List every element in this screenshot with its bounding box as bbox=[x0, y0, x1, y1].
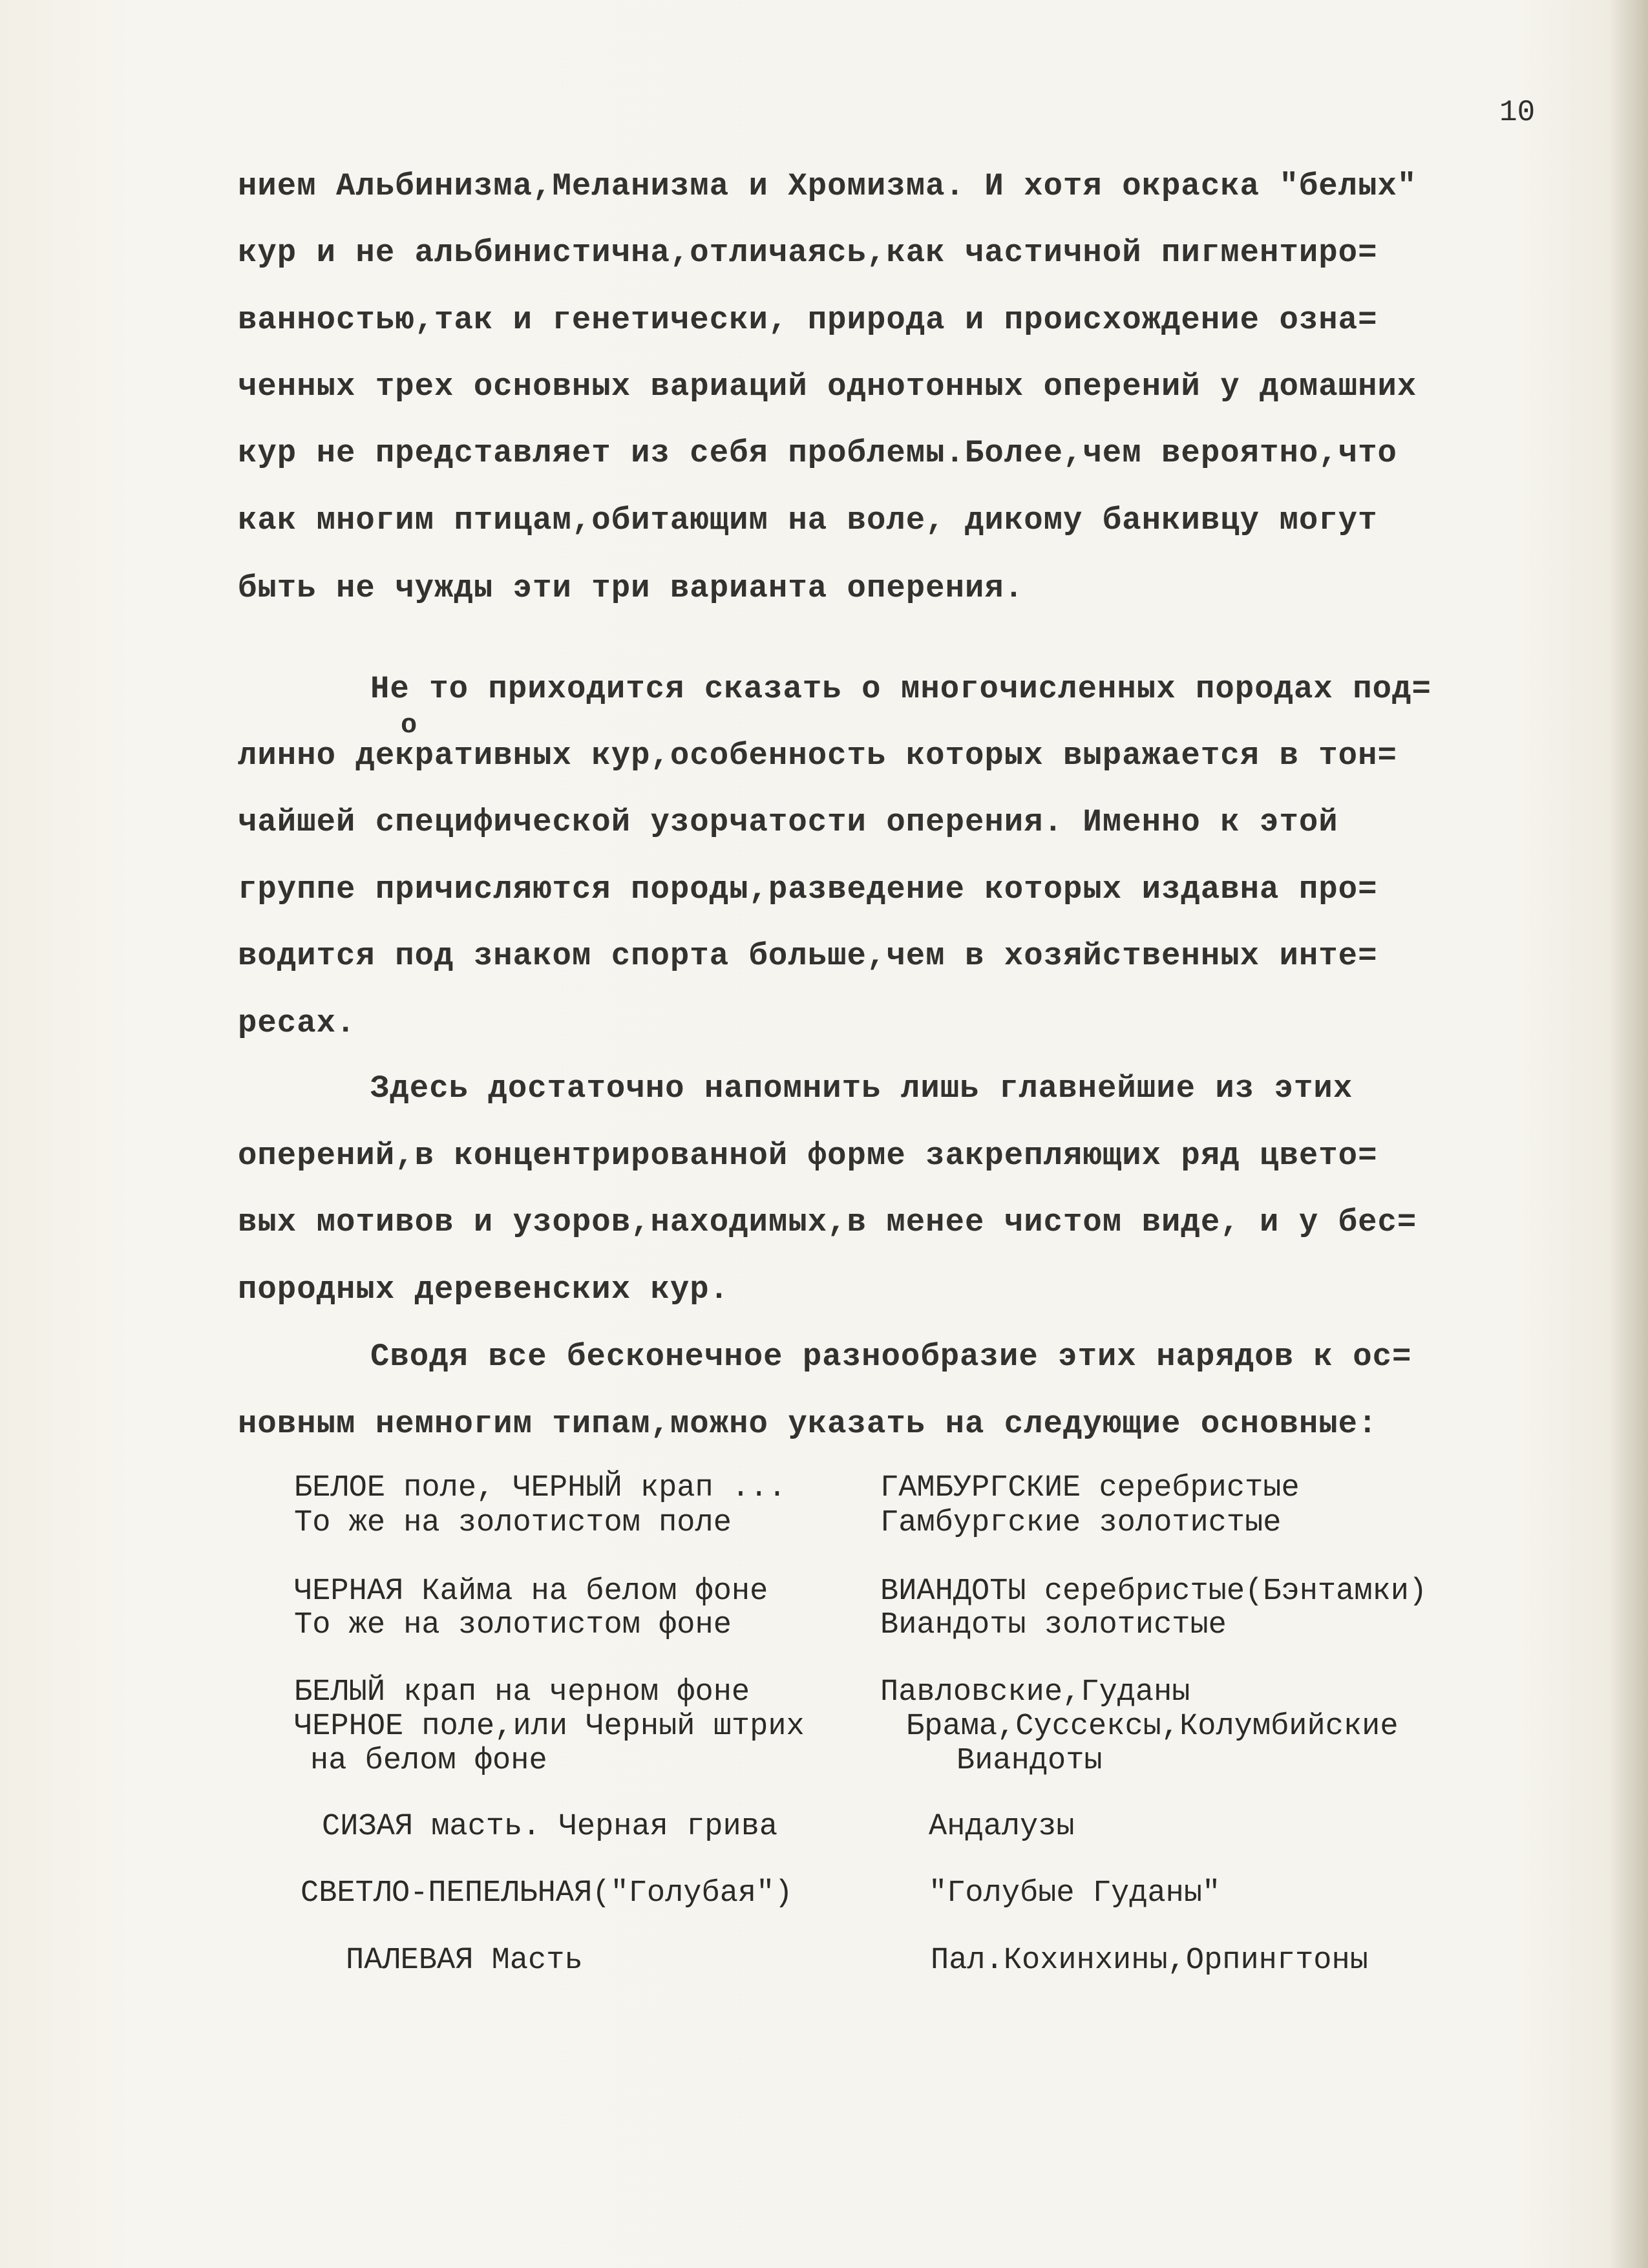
table-cell-type: ЧЕРНАЯ Кайма на белом фоне bbox=[294, 1574, 768, 1609]
table-cell-type: То же на золотистом фоне bbox=[294, 1608, 732, 1642]
text-line: чайшей специфической узорчатости оперения. Именно к этой bbox=[238, 804, 1338, 840]
text-line: ванностью,так и генетически, природа и происхождение озна= bbox=[238, 302, 1378, 338]
table-cell-breed: Виандоты золотистые bbox=[880, 1608, 1227, 1642]
text-line: породных деревенских кур. bbox=[238, 1271, 730, 1308]
paper-edge-shadow bbox=[1609, 0, 1648, 2268]
text-line: как многим птицам,обитающим на воле, дикому банкивцу могут bbox=[238, 502, 1378, 538]
table-cell-breed: Гамбургские золотистые bbox=[880, 1506, 1282, 1540]
table-cell-breed: Пал.Кохинхины,Орпингтоны bbox=[931, 1944, 1368, 1978]
text-line: Здесь достаточно напомнить лишь главнейшие из этих bbox=[370, 1070, 1353, 1107]
table-cell-type: БЕЛЫЙ крап на черном фоне bbox=[294, 1675, 750, 1710]
page-number: 10 bbox=[1499, 96, 1536, 129]
table-cell-breed: Андалузы bbox=[929, 1810, 1075, 1844]
table-cell-breed: Виандоты bbox=[956, 1744, 1103, 1778]
table-cell-type: БЕЛОЕ поле, ЧЕРНЫЙ крап ... bbox=[294, 1471, 787, 1505]
text-line: оперений,в концентрированной форме закрепляющих ряд цвето= bbox=[238, 1138, 1378, 1174]
text-line: кур и не альбинистична,отличаясь,как частичной пигментиро= bbox=[238, 235, 1378, 271]
table-cell-breed: "Голубые Гуданы" bbox=[929, 1876, 1221, 1911]
table-cell-breed: ВИАНДОТЫ серебристые(Бэнтамки) bbox=[880, 1574, 1428, 1609]
table-cell-breed: Брама,Суссексы,Колумбийские bbox=[906, 1710, 1399, 1744]
text-line: ресах. bbox=[238, 1005, 356, 1041]
text-line: быть не чужды эти три варианта оперения. bbox=[238, 570, 1024, 606]
table-cell-type: СИЗАЯ масть. Черная грива bbox=[322, 1810, 778, 1844]
text-line: водится под знаком спорта больше,чем в хозяйственных инте= bbox=[238, 938, 1378, 974]
text-line: Сводя все бесконечное разнообразие этих нарядов к ос= bbox=[370, 1339, 1412, 1375]
table-cell-type: СВЕТЛО-ПЕПЕЛЬНАЯ("Голубая") bbox=[301, 1876, 793, 1911]
text-line: вых мотивов и узоров,находимых,в менее чистом виде, и у бес= bbox=[238, 1204, 1417, 1240]
text-line: линно декративных кур,особенность которых выражается в тон= bbox=[238, 737, 1397, 774]
table-cell-type: То же на золотистом поле bbox=[294, 1506, 732, 1540]
text-line: группе причисляются породы,разведение которых издавна про= bbox=[238, 871, 1378, 907]
insertion-mark: о bbox=[401, 710, 418, 741]
text-line: нием Альбинизма,Меланизма и Хромизма. И хотя окраска "белых" bbox=[238, 168, 1417, 204]
table-cell-type: ПАЛЕВАЯ Масть bbox=[346, 1944, 583, 1978]
table-cell-type: ЧЕРНОЕ поле,или Черный штрих bbox=[294, 1710, 805, 1744]
text-line: ченных трех основных вариаций однотонных оперений у домашних bbox=[238, 368, 1417, 405]
table-cell-type: на белом фоне bbox=[310, 1744, 547, 1778]
text-line: кур не представляет из себя проблемы.Более,чем вероятно,что bbox=[238, 435, 1397, 471]
text-line: новным немногим типам,можно указать на следующие основные: bbox=[238, 1406, 1378, 1442]
table-cell-breed: ГАМБУРГСКИЕ серебристые bbox=[880, 1471, 1300, 1505]
table-cell-breed: Павловские,Гуданы bbox=[880, 1675, 1190, 1710]
text-line: Не то приходится сказать о многочисленных породах под= bbox=[370, 671, 1431, 707]
